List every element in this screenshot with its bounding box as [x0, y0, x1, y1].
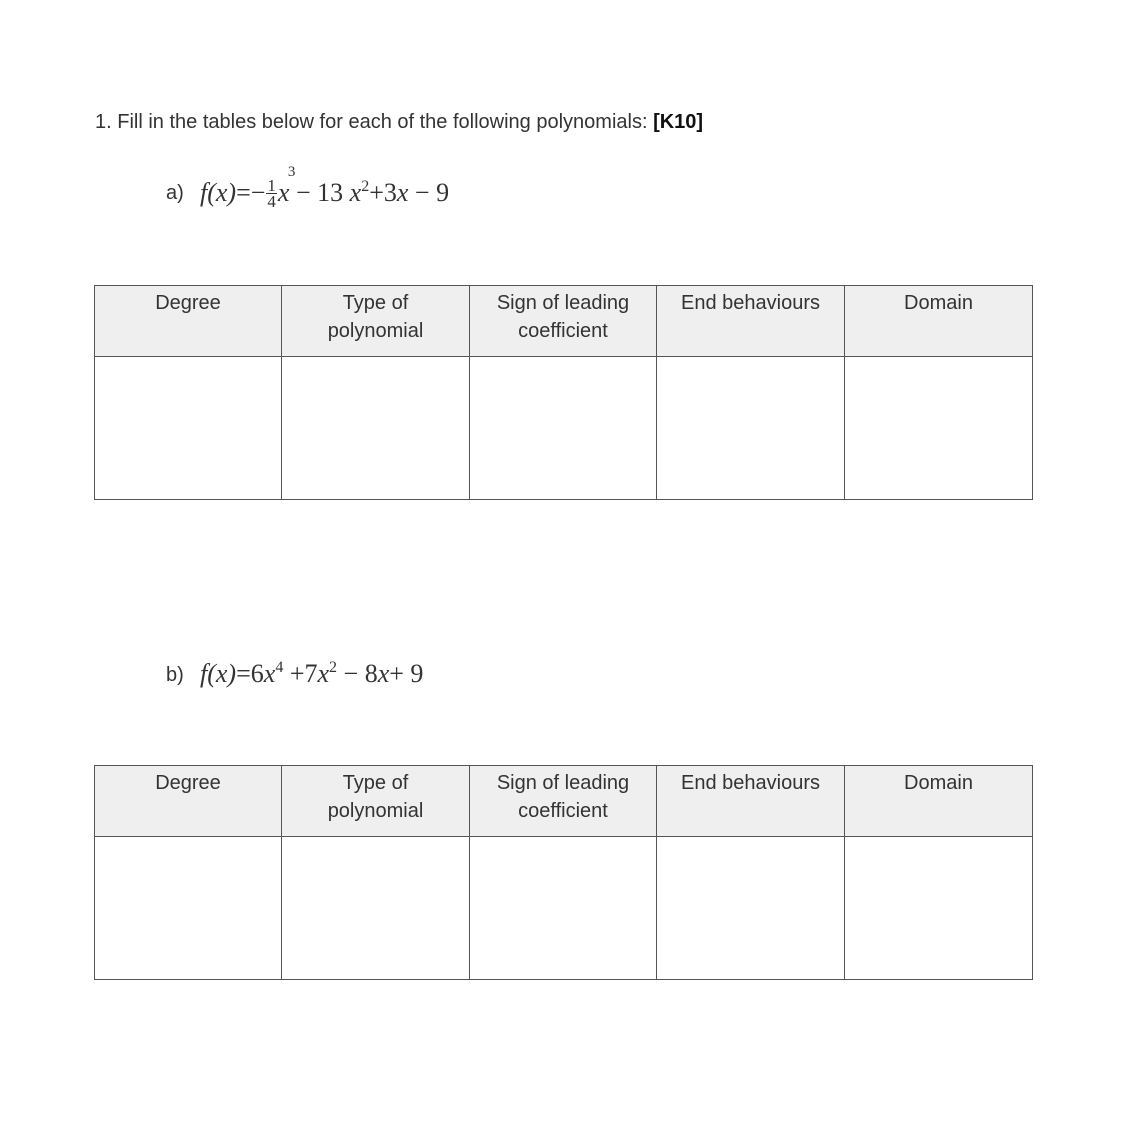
answer-cell-sign[interactable] [470, 837, 657, 980]
fraction: $\frac{1}{4}$ [267, 175, 276, 211]
answer-cell-degree[interactable] [95, 837, 282, 980]
header-domain: Domain [845, 286, 1033, 357]
table-row [95, 357, 1033, 500]
header-end-behaviours: End behaviours [657, 766, 845, 837]
answer-cell-degree[interactable] [95, 357, 282, 500]
answer-cell-type[interactable] [282, 837, 470, 980]
table-part-b [94, 765, 1033, 980]
answer-cell-domain[interactable] [845, 357, 1033, 500]
table-header-row [95, 766, 1033, 837]
part-b-label: b) [166, 664, 184, 686]
header-end-behaviours: End behaviours [657, 286, 845, 357]
answer-cell-end-behaviours[interactable] [657, 357, 845, 500]
header-domain: Domain [845, 766, 1033, 837]
part-b-equation: $f(x)=6x^4 +7x^2 - 8x+ 9$ [200, 659, 424, 688]
header-type: Type of polynomial [282, 286, 470, 357]
header-degree: Degree [95, 286, 282, 357]
answer-cell-sign[interactable] [470, 357, 657, 500]
table-part-a [94, 285, 1033, 500]
part-a-label: a) [166, 182, 184, 204]
table-row [95, 837, 1033, 980]
part-a-equation: f(x)=− $\frac{1}{4}$ x 3 − 13 $x^2+3x - 9$ [200, 164, 450, 211]
question-text [95, 110, 703, 134]
header-degree: Degree [95, 766, 282, 837]
marks-badge: [K10] [653, 111, 704, 133]
answer-cell-type[interactable] [282, 357, 470, 500]
answer-cell-domain[interactable] [845, 837, 1033, 980]
header-type: Type of polynomial [282, 766, 470, 837]
header-sign: Sign of leading coefficient [470, 766, 657, 837]
answer-cell-end-behaviours[interactable] [657, 837, 845, 980]
question-prompt: 1. Fill in the tables below for each of the following polynomials: [95, 111, 654, 133]
header-sign: Sign of leading coefficient [470, 286, 657, 357]
table-header-row [95, 286, 1033, 357]
